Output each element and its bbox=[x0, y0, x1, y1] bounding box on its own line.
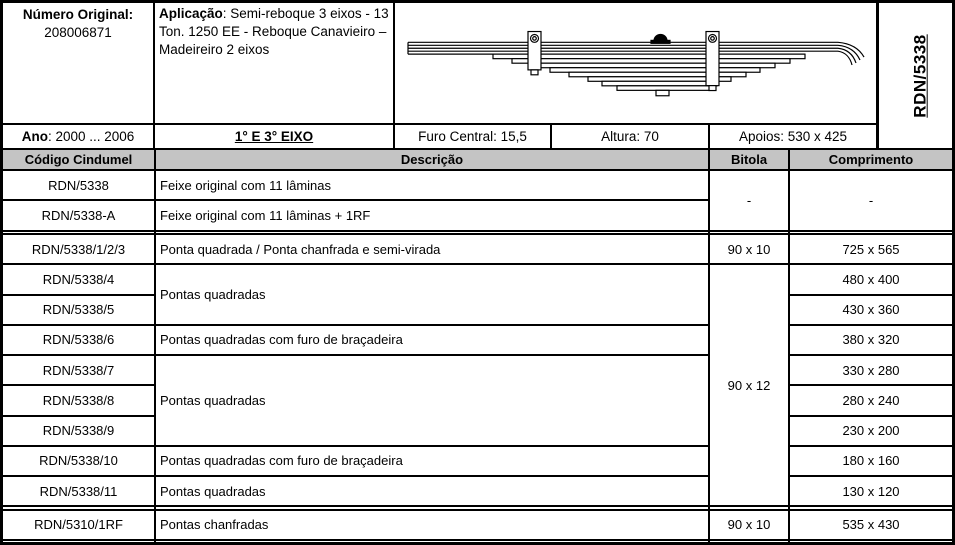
table-row bbox=[3, 264, 952, 294]
bitola-cell: 90 x 10 bbox=[709, 510, 789, 540]
part-code-vertical-cell bbox=[876, 3, 955, 148]
bitola-cell: 90 x 10 bbox=[709, 234, 789, 264]
descricao-cell: Feixe original com 11 lâminas bbox=[155, 170, 709, 200]
table-row bbox=[3, 325, 952, 355]
empty-cell bbox=[789, 540, 952, 542]
descricao-cell: Pontas quadradas bbox=[155, 476, 709, 506]
codigo-cell: RDN/5310/1RF bbox=[3, 510, 155, 540]
comprimento-cell: 430 x 360 bbox=[789, 295, 952, 325]
table-row bbox=[3, 476, 952, 506]
comprimento-cell: - bbox=[789, 170, 952, 231]
descricao-cell: Pontas quadradas com furo de braçadeira bbox=[155, 446, 709, 476]
part-code-vertical-label: RDN/5338 bbox=[910, 33, 930, 118]
spring-clamp-left bbox=[528, 32, 541, 75]
comprimento-cell: 535 x 430 bbox=[789, 510, 952, 540]
comprimento-cell: 180 x 160 bbox=[789, 446, 952, 476]
bottom-center-tab bbox=[656, 90, 669, 95]
codigo-cell: RDN/5338/4 bbox=[3, 264, 155, 294]
parts-table bbox=[3, 150, 952, 542]
leaf-curved-ends bbox=[838, 42, 864, 65]
table-row bbox=[3, 234, 952, 264]
eixo-cell: 1° E 3° EIXO bbox=[155, 125, 395, 148]
ano-value: : 2000 ... 2006 bbox=[47, 129, 135, 144]
furo-central-cell: Furo Central: 15,5 bbox=[395, 125, 552, 148]
comprimento-cell: 725 x 565 bbox=[789, 234, 952, 264]
descricao-cell: Pontas chanfradas bbox=[155, 510, 709, 540]
bitola-cell: - bbox=[709, 170, 789, 231]
header-descricao: Descrição bbox=[155, 150, 709, 170]
codigo-cell: RDN/5338/6 bbox=[3, 325, 155, 355]
empty-cell bbox=[709, 540, 789, 542]
comprimento-cell: 480 x 400 bbox=[789, 264, 952, 294]
descricao-cell: Ponta quadrada / Ponta chanfrada e semi-virada bbox=[155, 234, 709, 264]
comprimento-cell: 330 x 280 bbox=[789, 355, 952, 385]
codigo-cell: RDN/5338/7 bbox=[3, 355, 155, 385]
leaf-spring-drawing bbox=[395, 3, 876, 123]
table-row bbox=[3, 355, 952, 385]
altura-cell: Altura: 70 bbox=[552, 125, 710, 148]
descricao-cell: Pontas quadradas bbox=[155, 355, 709, 446]
center-bolt-icon bbox=[651, 34, 670, 43]
codigo-cell: RDN/5338/11 bbox=[3, 476, 155, 506]
empty-cell bbox=[3, 540, 155, 542]
empty-cell bbox=[155, 540, 709, 542]
numero-original-cell bbox=[3, 3, 155, 125]
aplicacao-label: Aplicação bbox=[159, 6, 223, 21]
codigo-cell: RDN/5338/8 bbox=[3, 385, 155, 415]
descricao-cell: Feixe original com 11 lâminas + 1RF bbox=[155, 200, 709, 230]
table-row bbox=[3, 446, 952, 476]
bitola-cell: 90 x 12 bbox=[709, 264, 789, 506]
codigo-cell: RDN/5338 bbox=[3, 170, 155, 200]
spring-clamp-right bbox=[706, 32, 719, 91]
aplicacao-text: : Semi-reboque 3 eixos - 13 Ton. 1250 EE - Reboque Canavieiro – Madeireiro 2 eixos bbox=[159, 6, 389, 57]
ano-cell bbox=[3, 125, 155, 148]
aplicacao-cell bbox=[155, 3, 395, 125]
numero-original-label: Número Original: bbox=[22, 7, 134, 22]
header-comprimento: Comprimento bbox=[789, 150, 952, 170]
codigo-cell: RDN/5338/9 bbox=[3, 416, 155, 446]
comprimento-cell: 280 x 240 bbox=[789, 385, 952, 415]
comprimento-cell: 130 x 120 bbox=[789, 476, 952, 506]
numero-original-value: 208006871 bbox=[44, 25, 112, 41]
header-codigo: Código Cindumel bbox=[3, 150, 155, 170]
leaf-pack bbox=[408, 42, 838, 54]
header-bitola: Bitola bbox=[709, 150, 789, 170]
descricao-cell: Pontas quadradas com furo de braçadeira bbox=[155, 325, 709, 355]
table-row bbox=[3, 510, 952, 540]
codigo-cell: RDN/5338/10 bbox=[3, 446, 155, 476]
leaf-spring-drawing-cell bbox=[395, 3, 876, 125]
codigo-cell: RDN/5338/1/2/3 bbox=[3, 234, 155, 264]
separator-row bbox=[3, 540, 952, 542]
top-info-band bbox=[3, 3, 952, 150]
codigo-cell: RDN/5338/5 bbox=[3, 295, 155, 325]
comprimento-cell: 230 x 200 bbox=[789, 416, 952, 446]
table-row bbox=[3, 170, 952, 200]
ano-label: Ano bbox=[21, 129, 48, 144]
comprimento-cell: 380 x 320 bbox=[789, 325, 952, 355]
table-header-row bbox=[3, 150, 952, 170]
apoios-cell: Apoios: 530 x 425 bbox=[738, 129, 848, 144]
codigo-cell: RDN/5338-A bbox=[3, 200, 155, 230]
descricao-cell: Pontas quadradas bbox=[155, 264, 709, 325]
